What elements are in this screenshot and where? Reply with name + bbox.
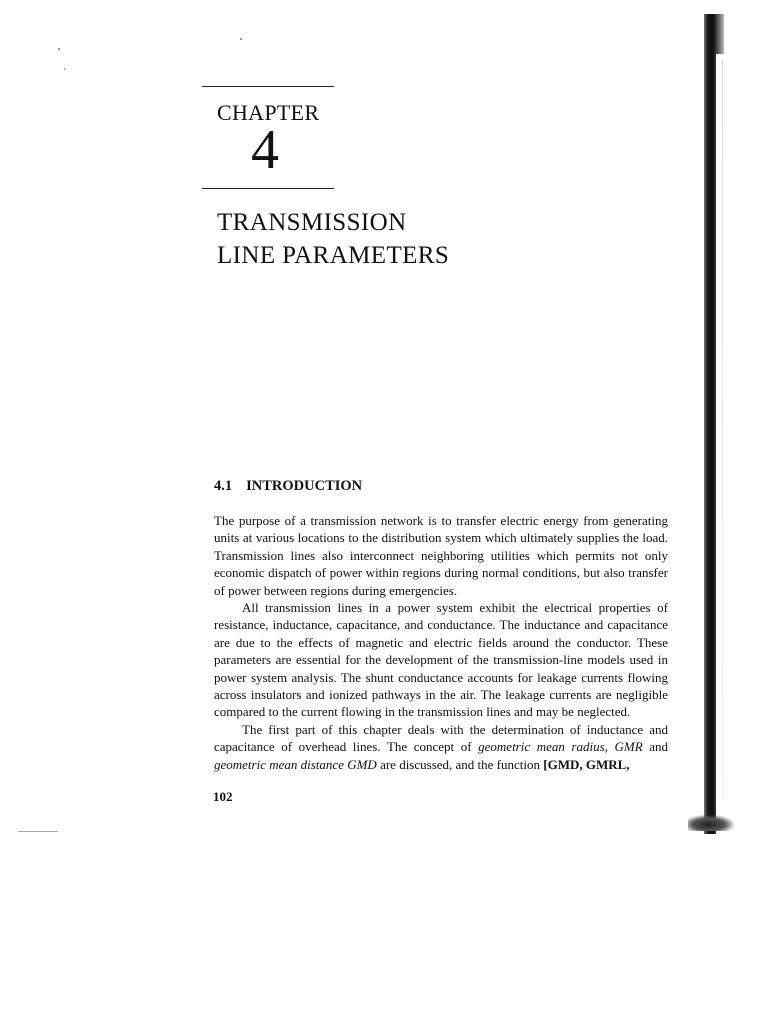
text-run: and [642, 739, 668, 755]
chapter-rule-bottom [202, 188, 334, 189]
chapter-title-line: TRANSMISSION [217, 209, 407, 236]
scan-speck [18, 831, 58, 832]
paragraph: All transmission lines in a power system exhibit the electrical properties of resistance, inductance, capacitance, and conductance. The inductance and capacitance are due to the effects of magnetic and electric fields around the conductor. These parameters are essential for the development of the transmission-line models used in power system analysis. The shunt conductance accounts for leakage currents flowing across insulators and ionized pathways in the air. The leakage currents are negligible compared to the current flowing in the transmission lines and may be neglected. [214, 600, 668, 720]
binding-shadow-foot [688, 815, 734, 831]
binding-edge [722, 60, 723, 800]
chapter-title-line: LINE PARAMETERS [217, 242, 450, 269]
section-title: INTRODUCTION [246, 478, 363, 494]
body-text [214, 512, 668, 773]
page-number: 102 [213, 789, 233, 804]
text-run: The first part of this chapter deals with the determination of inductance and capacitance of overhead lines. The concept of [214, 721, 668, 755]
paragraph: The purpose of a transmission network is to transfer electric energy from generating units at various locations to the distribution system which ultimately supplies the load. Transmission lines also interconnect neighboring utilities which permits not only economic dispatch of power within regions during normal conditions, but also transfer of power between regions during emergencies. [214, 513, 668, 598]
chapter-number: 4 [251, 119, 279, 181]
function-name: [GMD, GMRL, [543, 756, 630, 772]
paragraph [214, 721, 668, 773]
scan-speck [58, 48, 60, 50]
chapter-rule-top [202, 86, 334, 87]
scan-speck [240, 38, 242, 40]
scan-speck [64, 68, 65, 70]
binding-spine [704, 14, 716, 834]
chapter-label: CHAPTER [217, 100, 320, 125]
chapter-title [217, 206, 449, 272]
term-gmr: geometric mean radius, GMR [478, 739, 643, 755]
section-number: 4.1 [214, 478, 233, 494]
term-gmd: geometric mean distance GMD [214, 756, 377, 772]
text-run: are discussed, and the function [376, 756, 544, 772]
section-heading [214, 478, 362, 495]
